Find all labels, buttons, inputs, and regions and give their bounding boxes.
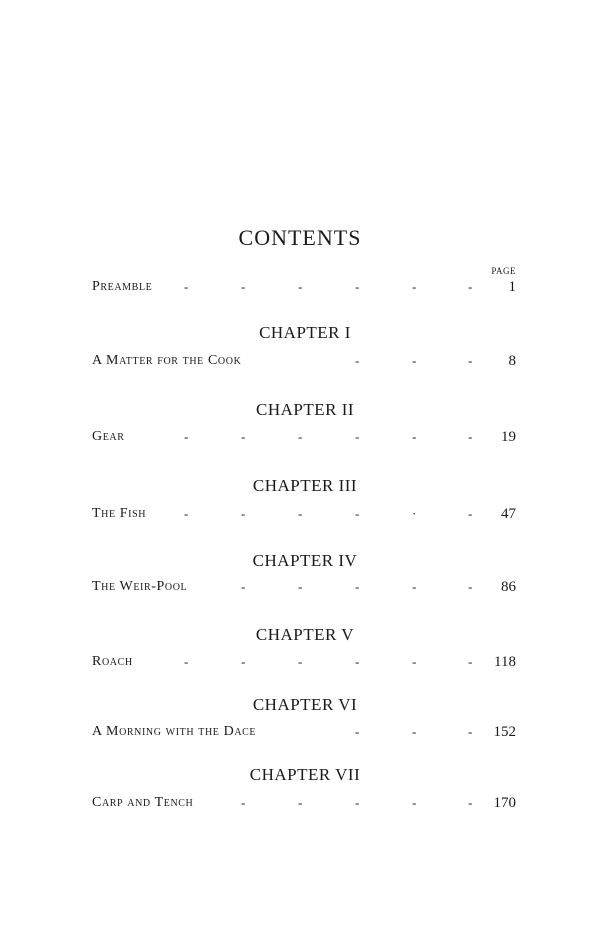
toc-entry-chapter-5[interactable]: Roach - - - - - - 118 — [92, 654, 516, 670]
chapter-heading: CHAPTER VI — [252, 695, 358, 714]
page-column-label: PAGE — [491, 266, 516, 276]
toc-entry-title: Preamble — [92, 279, 153, 294]
toc-entry-page: 170 — [493, 795, 516, 811]
toc-entry-page: 8 — [508, 353, 516, 369]
toc-entry-page: 1 — [508, 279, 516, 295]
chapter-heading: CHAPTER III — [252, 476, 358, 495]
toc-entry-title: A Matter for the Cook — [92, 353, 242, 368]
toc-entry-chapter-1[interactable]: A Matter for the Cook - - - 8 — [92, 353, 516, 369]
toc-entry-page: 118 — [494, 654, 516, 670]
toc-entry-title: Carp and Tench — [92, 795, 194, 810]
toc-entry-title: The Weir-Pool — [92, 579, 188, 594]
toc-entry-page: 152 — [493, 724, 516, 740]
toc-entry-chapter-7[interactable]: Carp and Tench - - - - - 170 — [92, 795, 516, 811]
toc-entry-chapter-6[interactable]: A Morning with the Dace - - - 152 — [92, 724, 516, 740]
chapter-heading: CHAPTER VII — [249, 765, 361, 784]
toc-entry-page: 86 — [501, 579, 516, 595]
toc-entry-title: Gear — [92, 429, 125, 444]
chapter-heading: CHAPTER II — [255, 400, 355, 419]
toc-entry-chapter-2[interactable]: Gear - - - - - - 19 — [92, 429, 516, 445]
toc-entry-chapter-3[interactable]: The Fish - - - - · - 47 — [92, 506, 516, 522]
toc-entry-chapter-4[interactable]: The Weir-Pool - - - - - 86 — [92, 579, 516, 595]
chapter-heading: CHAPTER V — [255, 625, 355, 644]
toc-entry-title: The Fish — [92, 506, 147, 521]
toc-entry-title: A Morning with the Dace — [92, 724, 257, 739]
contents-heading: CONTENTS — [238, 225, 362, 250]
toc-entry-page: 19 — [501, 429, 516, 445]
chapter-heading: CHAPTER IV — [252, 551, 358, 570]
chapter-heading: CHAPTER I — [259, 323, 351, 342]
toc-entry-title: Roach — [92, 654, 133, 669]
toc-entry-preamble[interactable]: Preamble - - - - - - 1 — [92, 279, 516, 295]
toc-entry-page: 47 — [501, 506, 516, 522]
